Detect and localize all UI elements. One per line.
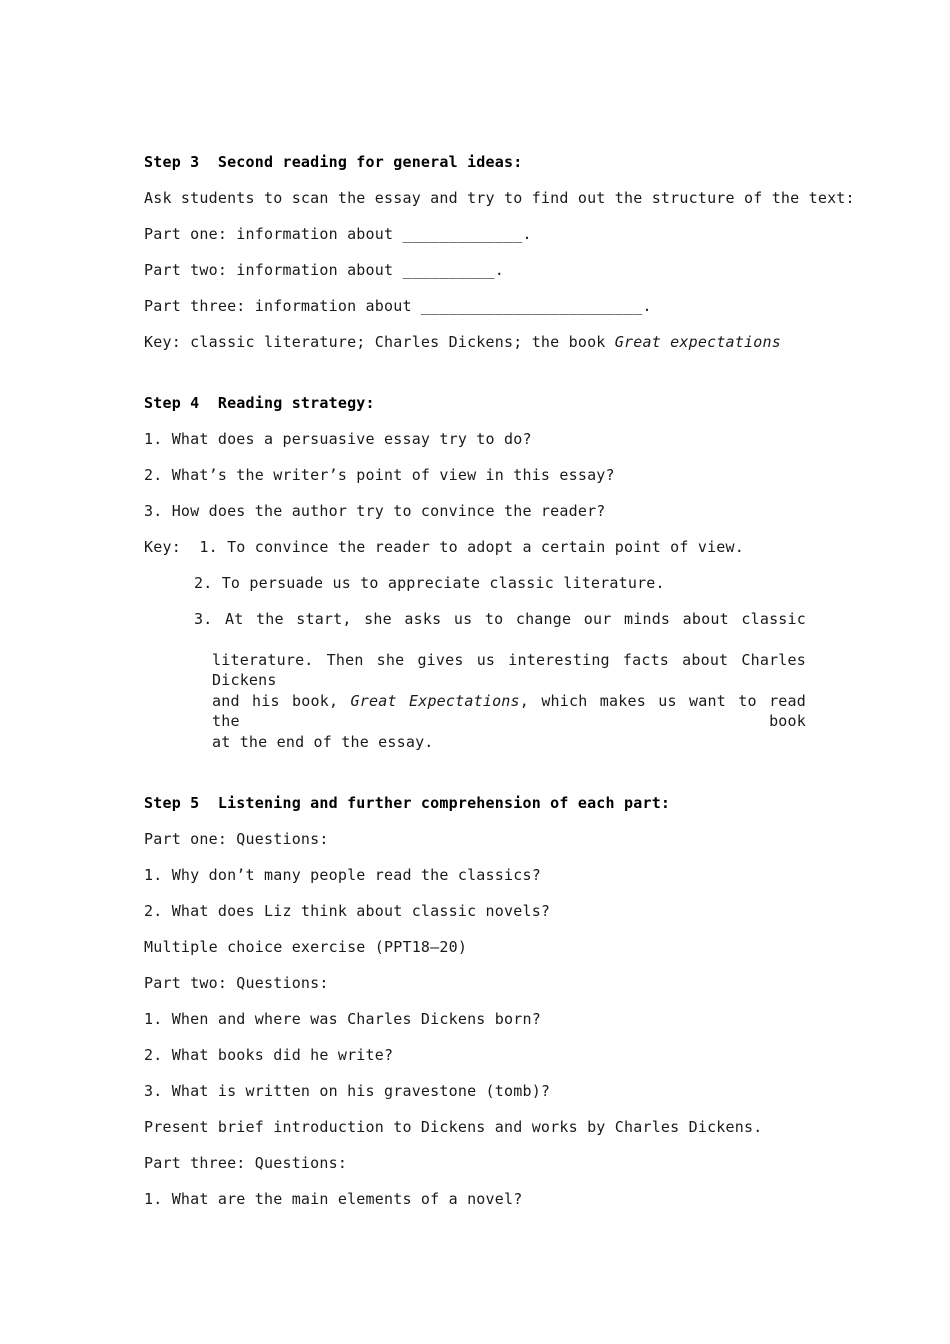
step5-multiple-choice: Multiple choice exercise (PPT18—20) — [144, 938, 468, 956]
step4-question-3: 3. How does the author try to convince the reader? — [144, 502, 606, 520]
step4-key-3-book-title: Great Expectations — [350, 692, 520, 710]
step4-key-3-line-2: literature. Then she gives us interesting facts about Charles Dickens — [212, 651, 806, 689]
step5-part-three-label: Part three: Questions: — [144, 1154, 348, 1172]
step4-key-3-line-3-suffix: , which makes us want to read the book — [212, 692, 807, 730]
step4-heading: Step 4 Reading strategy: — [144, 394, 375, 412]
step5-part-two-question-3: 3. What is written on his gravestone (tomb)? — [144, 1082, 551, 1100]
step4-question-2: 2. What’s the writer’s point of view in this essay? — [144, 466, 615, 484]
step3-intro: Ask students to scan the essay and try to find out the structure of the text: — [144, 189, 855, 207]
step5-part-two-question-1: 1. When and where was Charles Dickens born? — [144, 1010, 541, 1028]
step4-key-1: Key: 1. To convince the reader to adopt a certain point of view. — [144, 538, 744, 556]
step5-part-two-question-2: 2. What books did he write? — [144, 1046, 394, 1064]
step5-part-two-label: Part two: Questions: — [144, 974, 329, 992]
step3-heading: Step 3 Second reading for general ideas: — [144, 153, 523, 171]
step5-heading: Step 5 Listening and further comprehension of each part: — [144, 794, 671, 812]
step5-part-one-question-2: 2. What does Liz think about classic novels? — [144, 902, 551, 920]
step4-key-3-line-3-prefix: and his book, — [212, 692, 351, 710]
step4-key-3-line-3 — [212, 691, 806, 731]
step5-present-intro: Present brief introduction to Dickens and works by Charles Dickens. — [144, 1118, 763, 1136]
step3-part-one: Part one: information about _____________. — [144, 225, 532, 243]
step3-key-text: Key: classic literature; Charles Dickens; the book — [144, 333, 615, 351]
step4-key-3-line-1: 3. At the start, she asks us to change our minds about classic — [194, 610, 806, 628]
step3-key — [144, 332, 781, 352]
step5-part-one-label: Part one: Questions: — [144, 830, 329, 848]
step5-part-three-question-1: 1. What are the main elements of a novel? — [144, 1190, 523, 1208]
step4-question-1: 1. What does a persuasive essay try to do? — [144, 430, 532, 448]
step3-part-three: Part three: information about ________________________. — [144, 297, 652, 315]
step3-key-title: Great expectations — [614, 333, 781, 351]
step3-part-two: Part two: information about __________. — [144, 261, 504, 279]
step4-key-3-line-4: at the end of the essay. — [212, 733, 434, 751]
step4-key-2: 2. To persuade us to appreciate classic literature. — [194, 574, 665, 592]
step5-part-one-question-1: 1. Why don’t many people read the classics? — [144, 866, 541, 884]
